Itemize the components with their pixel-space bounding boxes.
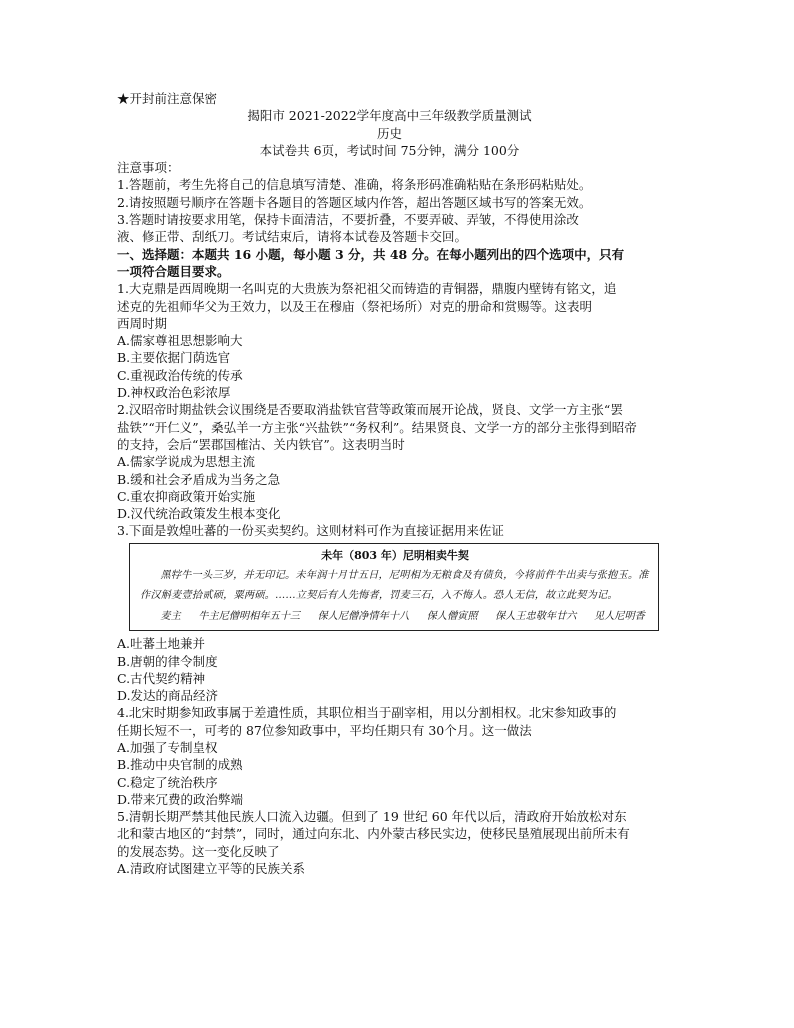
question-5-text: 的发展态势。这一变化反映了: [117, 843, 280, 859]
question-5-option-a[interactable]: A.清政府试图建立平等的民族关系: [117, 861, 306, 877]
question-2-option-d[interactable]: D.汉代统治政策发生根本变化: [117, 506, 281, 522]
question-3-option-a[interactable]: A.吐蕃土地兼并: [117, 636, 206, 652]
question-4-option-a[interactable]: A.加强了专制皇权: [117, 740, 218, 755]
question-2-text: 盐铁”“开仁义”，桑弘羊一方主张“兴盐铁”“务权利”。结果贤良、文学一方的部分主张得到昭帝: [117, 419, 637, 435]
notice-item: 2.请按照题号顺序在答题卡各题目的答题区域内作答，超出答题区域书写的答案无效。: [117, 194, 592, 210]
question-1-text: 1.大克鼎是西周晚期一名叫克的大贵族为祭祀祖父而铸造的青铜器，鼎腹内壁铸有铭文，追: [117, 281, 617, 297]
question-1-option-d[interactable]: D.神权政治色彩浓厚: [117, 385, 231, 401]
contract-body: 黑牸牛一头三岁，并无印记。未年润十月廿五日，尼明相为无粮食及有债负，今将前件牛出卖与张抱玉。准作汉斛麦壹拾贰硕，粟两硕。……立契后有人先悔者，罚麦三石，入不悔人。恐人无信，故立此契为记。: [140, 569, 649, 602]
exam-page: [117, 90, 662, 877]
contract-signatures: 麦主 牛主尼僧明相年五十三 保人尼僧净情年十八 保人僧寅照 保人王忠敬年廿六 见人尼明香: [160, 610, 645, 622]
notice-item: 1.答题前，考生先将自己的信息填写清楚、准确，将条形码准确粘贴在条形码粘贴处。: [117, 177, 592, 193]
contract-title: 未年（803 年）尼明相卖牛契: [321, 548, 469, 562]
question-3-text: 3.下面是敦煌吐蕃的一份买卖契约。这则材料可作为直接证据用来佐证: [117, 523, 504, 539]
question-2-option-c[interactable]: C.重农抑商政策开始实施: [117, 488, 256, 504]
question-4-option-b[interactable]: B.推动中央官制的成熟: [117, 757, 243, 773]
question-4-text: 4.北宋时期参知政事属于差遣性质，其职位相当于副宰相，用以分割相权。北宋参知政事的: [117, 705, 617, 721]
question-1-option-c[interactable]: C.重视政治传统的传承: [117, 367, 243, 383]
question-4-option-c[interactable]: C.稳定了统治秩序: [117, 774, 218, 790]
contract-material-box: [129, 543, 659, 632]
question-2-option-a[interactable]: A.儒家学说成为思想主流: [117, 454, 256, 470]
question-2-text: 2.汉昭帝时期盐铁会议围绕是否要取消盐铁官营等政策而展开论战，贤良、文学一方主张“罢: [117, 402, 623, 418]
question-1-text: 西周时期: [117, 315, 168, 331]
question-1-text: 述克的先祖师华父为王效力，以及王在穆庙（祭祀场所）对克的册命和赏赐等。这表明: [117, 298, 593, 314]
notice-item: 3.答题时请按要求用笔，保持卡面清洁，不要折叠，不要弄破、弄皱，不得使用涂改: [117, 212, 579, 228]
notice-heading: 注意事项：: [117, 160, 180, 176]
exam-title: 揭阳市 2021-2022学年度高中三年级教学质量测试: [247, 108, 532, 124]
question-3-option-c[interactable]: C.古代契约精神: [117, 670, 206, 686]
question-3-option-d[interactable]: D.发达的商品经济: [117, 688, 219, 704]
subject-name: 历史: [376, 125, 402, 141]
confidential-mark: ★开封前注意保密: [117, 91, 218, 106]
question-4-option-d[interactable]: D.带来冗费的政治弊端: [117, 791, 244, 807]
question-5-text: 北和蒙古地区的“封禁”，同时，通过向东北、内外蒙古移民实边，使移民垦殖展现出前所未有: [117, 826, 630, 842]
question-4-text: 任期长短不一，可考的 87位参知政事中，平均任期只有 30个月。这一做法: [117, 722, 532, 738]
question-2-option-b[interactable]: B.缓和社会矛盾成为当务之急: [117, 471, 281, 487]
question-1-option-a[interactable]: A.儒家尊祖思想影响大: [117, 333, 243, 349]
section-heading: 一、选择题：本题共 16 小题，每小题 3 分，共 48 分。在每小题列出的四个选项中，只有: [117, 246, 625, 262]
question-5-text: 5.清朝长期严禁其他民族人口流入边疆。但到了 19 世纪 60 年代以后，清政府开始放松对东: [117, 809, 627, 825]
exam-info: 本试卷共 6页，考试时间 75分钟，满分 100分: [259, 142, 520, 158]
question-2-text: 的支持，会后“罢郡国榷沽、关内铁官”。这表明当时: [117, 436, 405, 452]
question-3-option-b[interactable]: B.唐朝的律令制度: [117, 653, 218, 669]
section-heading-cont: 一项符合题目要求。: [117, 263, 230, 279]
notice-item: 液、修正带、刮纸刀。考试结束后，请将本试卷及答题卡交回。: [117, 229, 468, 245]
question-1-option-b[interactable]: B.主要依据门荫选官: [117, 350, 231, 366]
